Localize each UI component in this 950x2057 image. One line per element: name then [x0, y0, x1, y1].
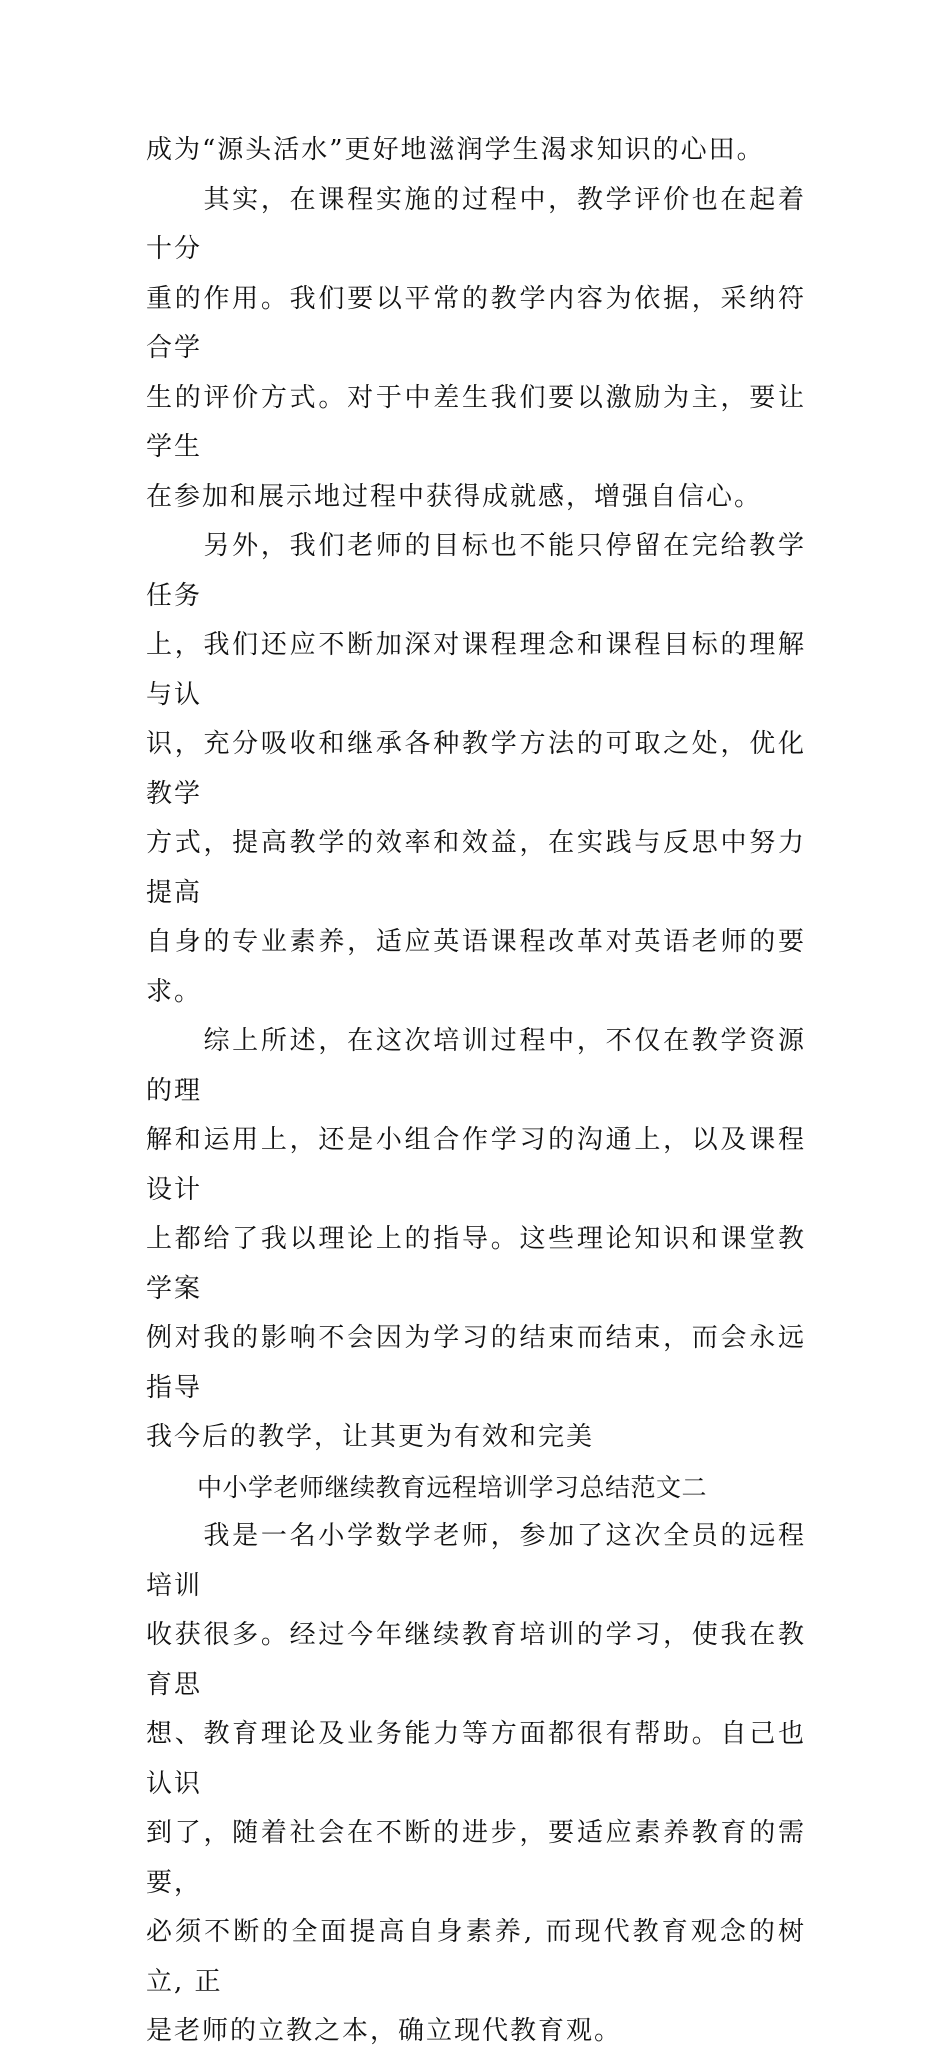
document-page	[146, 126, 806, 2057]
section-title: 中小学老师继续教育远程培训学习总结范文二	[146, 1472, 708, 1502]
paragraph-1: 成为“源头活水”更好地滋润学生渴求知识的心田。	[146, 135, 765, 165]
paragraph-4: 综上所述，在这次培训过程中，不仅在教学资源的理 解和运用上，还是小组合作学习的沟通上，以及课程设计 上都给了我以理论上的指导。这些理论知识和课堂教学案 例对我的影响不会因为学习的结束而结束，而会永远指导 我今后的教学，让其更为有效和完美	[146, 1026, 806, 1452]
paragraph-2: 其实，在课程实施的过程中，教学评价也在起着十分 重的作用。我们要以平常的教学内容为依据，采纳符合学 生的评价方式。对于中差生我们要以激励为主，要让学生 在参加和展示地过程中获得成就感，增强自信心。	[146, 184, 806, 512]
paragraph-5: 我是一名小学数学老师，参加了这次全员的远程培训 收获很多。经过今年继续教育培训的学习，使我在教育思 想、教育理论及业务能力等方面都很有帮助。自己也认识 到了，随着社会在不断的进步，要适应素养教育的需要， 必须不断的全面提高自身素养, 而现代教育观念的树立, 正 是老师的立教之本，确立现代教育观。	[146, 1521, 806, 2046]
paragraph-3: 另外，我们老师的目标也不能只停留在完给教学任务 上，我们还应不断加深对课程理念和课程目标的理解与认 识，充分吸收和继承各种教学方法的可取之处，优化教学 方式，提高教学的效率和效益，在实践与反思中努力提高 自身的专业素养，适应英语课程改革对英语老师的要求。	[146, 531, 806, 1007]
